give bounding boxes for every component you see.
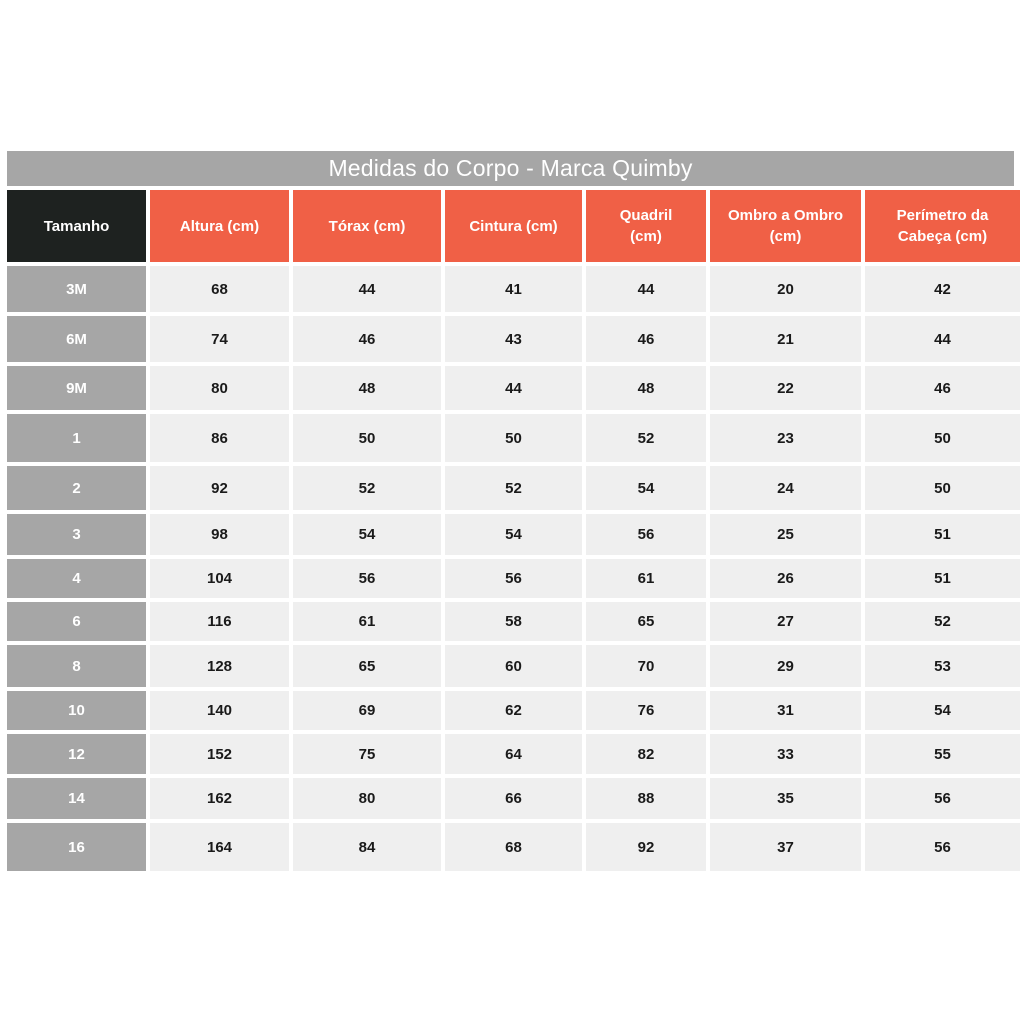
- value-cell-waist: 44: [445, 366, 582, 410]
- value-cell-head: 50: [865, 466, 1020, 510]
- value-cell-chest: 61: [293, 602, 441, 641]
- size-chart-table: [7, 151, 1014, 871]
- value-cell-shoulder: 23: [710, 414, 861, 462]
- value-cell-hip: 56: [586, 514, 706, 555]
- value-cell-height: 80: [150, 366, 289, 410]
- value-cell-waist: 50: [445, 414, 582, 462]
- value-cell-hip: 65: [586, 602, 706, 641]
- size-label-cell: 10: [7, 691, 146, 730]
- value-cell-hip: 48: [586, 366, 706, 410]
- size-label-cell: 9M: [7, 366, 146, 410]
- value-cell-hip: 76: [586, 691, 706, 730]
- value-cell-waist: 54: [445, 514, 582, 555]
- table-grid: [7, 190, 1014, 871]
- value-cell-hip: 70: [586, 645, 706, 687]
- size-label-cell: 2: [7, 466, 146, 510]
- value-cell-waist: 60: [445, 645, 582, 687]
- value-cell-hip: 92: [586, 823, 706, 871]
- value-cell-height: 92: [150, 466, 289, 510]
- value-cell-head: 54: [865, 691, 1020, 730]
- value-cell-chest: 48: [293, 366, 441, 410]
- value-cell-waist: 66: [445, 778, 582, 819]
- value-cell-chest: 75: [293, 734, 441, 774]
- value-cell-waist: 64: [445, 734, 582, 774]
- value-cell-waist: 58: [445, 602, 582, 641]
- value-cell-shoulder: 37: [710, 823, 861, 871]
- value-cell-hip: 82: [586, 734, 706, 774]
- value-cell-head: 56: [865, 778, 1020, 819]
- column-header-shoulder: Ombro a Ombro (cm): [710, 190, 861, 262]
- value-cell-height: 68: [150, 266, 289, 312]
- value-cell-chest: 52: [293, 466, 441, 510]
- value-cell-shoulder: 27: [710, 602, 861, 641]
- value-cell-head: 53: [865, 645, 1020, 687]
- value-cell-hip: 44: [586, 266, 706, 312]
- value-cell-chest: 50: [293, 414, 441, 462]
- size-label-cell: 1: [7, 414, 146, 462]
- value-cell-waist: 52: [445, 466, 582, 510]
- value-cell-shoulder: 35: [710, 778, 861, 819]
- value-cell-chest: 69: [293, 691, 441, 730]
- value-cell-head: 52: [865, 602, 1020, 641]
- value-cell-head: 55: [865, 734, 1020, 774]
- column-header-size: Tamanho: [7, 190, 146, 262]
- size-label-cell: 6: [7, 602, 146, 641]
- value-cell-hip: 88: [586, 778, 706, 819]
- value-cell-head: 51: [865, 514, 1020, 555]
- value-cell-head: 42: [865, 266, 1020, 312]
- column-header-waist: Cintura (cm): [445, 190, 582, 262]
- value-cell-head: 44: [865, 316, 1020, 362]
- value-cell-height: 104: [150, 559, 289, 598]
- value-cell-head: 46: [865, 366, 1020, 410]
- value-cell-waist: 41: [445, 266, 582, 312]
- value-cell-shoulder: 29: [710, 645, 861, 687]
- value-cell-shoulder: 20: [710, 266, 861, 312]
- column-header-chest: Tórax (cm): [293, 190, 441, 262]
- value-cell-height: 98: [150, 514, 289, 555]
- value-cell-height: 152: [150, 734, 289, 774]
- value-cell-head: 51: [865, 559, 1020, 598]
- value-cell-chest: 56: [293, 559, 441, 598]
- value-cell-waist: 62: [445, 691, 582, 730]
- value-cell-hip: 61: [586, 559, 706, 598]
- column-header-height: Altura (cm): [150, 190, 289, 262]
- value-cell-height: 116: [150, 602, 289, 641]
- value-cell-hip: 54: [586, 466, 706, 510]
- value-cell-waist: 43: [445, 316, 582, 362]
- size-label-cell: 8: [7, 645, 146, 687]
- value-cell-shoulder: 21: [710, 316, 861, 362]
- size-label-cell: 12: [7, 734, 146, 774]
- value-cell-height: 74: [150, 316, 289, 362]
- value-cell-waist: 68: [445, 823, 582, 871]
- size-label-cell: 3M: [7, 266, 146, 312]
- value-cell-waist: 56: [445, 559, 582, 598]
- value-cell-hip: 52: [586, 414, 706, 462]
- value-cell-shoulder: 26: [710, 559, 861, 598]
- value-cell-chest: 46: [293, 316, 441, 362]
- value-cell-height: 140: [150, 691, 289, 730]
- value-cell-shoulder: 24: [710, 466, 861, 510]
- size-label-cell: 6M: [7, 316, 146, 362]
- value-cell-height: 162: [150, 778, 289, 819]
- value-cell-head: 56: [865, 823, 1020, 871]
- column-header-head: Perímetro da Cabeça (cm): [865, 190, 1020, 262]
- size-label-cell: 3: [7, 514, 146, 555]
- value-cell-chest: 54: [293, 514, 441, 555]
- value-cell-chest: 80: [293, 778, 441, 819]
- value-cell-chest: 65: [293, 645, 441, 687]
- value-cell-head: 50: [865, 414, 1020, 462]
- size-label-cell: 14: [7, 778, 146, 819]
- size-label-cell: 4: [7, 559, 146, 598]
- value-cell-height: 164: [150, 823, 289, 871]
- value-cell-shoulder: 25: [710, 514, 861, 555]
- value-cell-chest: 44: [293, 266, 441, 312]
- column-header-hip: Quadril (cm): [586, 190, 706, 262]
- value-cell-shoulder: 31: [710, 691, 861, 730]
- table-title: Medidas do Corpo - Marca Quimby: [7, 151, 1014, 186]
- size-label-cell: 16: [7, 823, 146, 871]
- value-cell-shoulder: 33: [710, 734, 861, 774]
- value-cell-shoulder: 22: [710, 366, 861, 410]
- value-cell-hip: 46: [586, 316, 706, 362]
- value-cell-chest: 84: [293, 823, 441, 871]
- value-cell-height: 128: [150, 645, 289, 687]
- value-cell-height: 86: [150, 414, 289, 462]
